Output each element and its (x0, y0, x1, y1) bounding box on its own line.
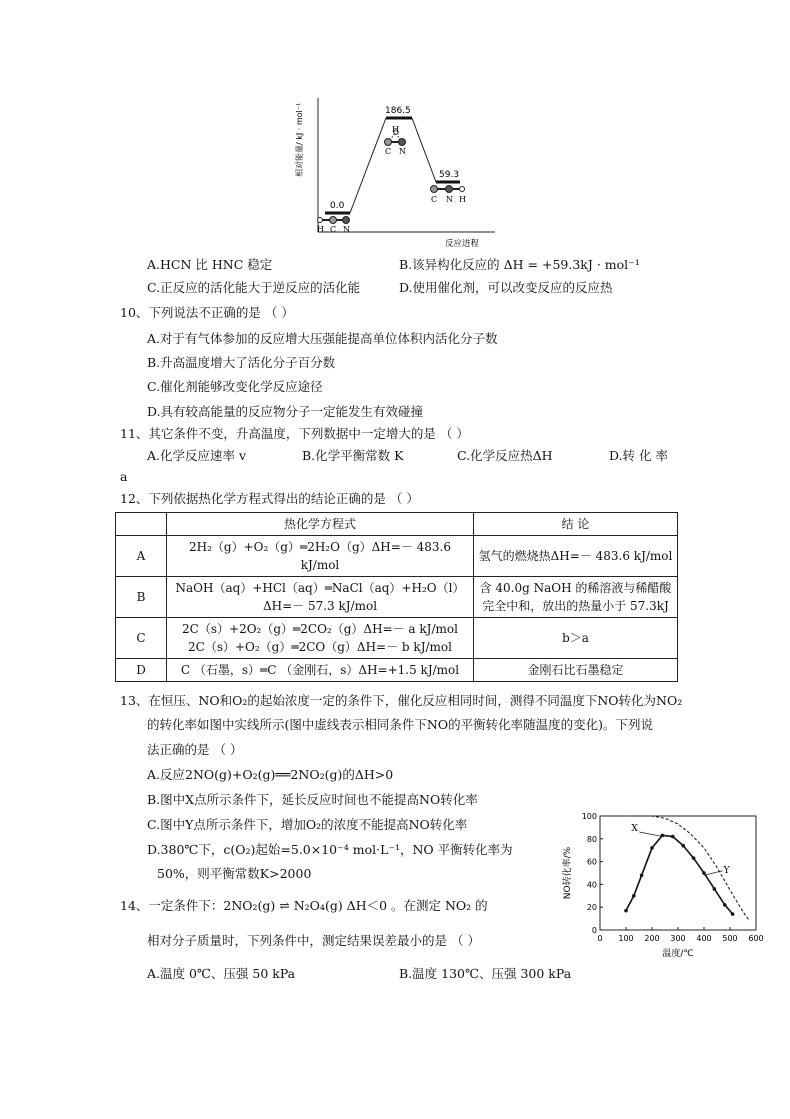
molecule-ts (385, 125, 407, 156)
table-header: 热化学方程式 (167, 513, 474, 536)
row-label: B (116, 577, 167, 618)
row-conclusion: b＞a (474, 618, 678, 659)
q9-option-a: A.HCN 比 HNC 稳定 (147, 257, 273, 272)
q14-line2: 相对分子质量时，下列条件中，测定结果误差最小的是 （ ） (147, 933, 480, 948)
q11-option-c: C.化学反应热ΔH (457, 448, 553, 463)
y-tick-label: 20 (586, 903, 597, 913)
q14-option-b: B.温度 130℃、压强 300 kPa (399, 966, 572, 981)
data-point (713, 887, 717, 891)
row-equation: C （石墨，s）═C （金刚石，s）ΔH=+1.5 kJ/mol (167, 659, 474, 682)
data-point (723, 903, 727, 907)
q10-option-a: A.对于有气体参加的反应增大压强能提高单位体积内活化分子数 (147, 331, 498, 346)
level-value-1: 186.5 (385, 106, 411, 116)
molecule-hnc (431, 186, 467, 205)
x-tick-label: 0 (597, 934, 603, 943)
table-row (116, 536, 678, 577)
energy-ylabel: 相对能量/ kJ · mol⁻¹ (295, 102, 304, 177)
annotation-y: Y (723, 866, 730, 876)
no-conversion-chart (560, 808, 770, 960)
data-point (640, 873, 644, 877)
row-equation-line: 2C（s）+O₂（g）═2CO（g）ΔH=－ b kJ/mol (188, 640, 452, 654)
atom-label: H (459, 195, 466, 204)
row-conclusion: 氢气的燃烧热ΔH=－ 483.6 kJ/mol (474, 536, 678, 577)
row-conclusion-line: 含 40.0g NaOH 的稀溶液与稀醋酸 (479, 581, 672, 595)
row-label: C (116, 618, 167, 659)
q13-line3: 法正确的是 （ ） (147, 742, 243, 757)
q13-option-b: B.图中X点所示条件下，延长反应时间也不能提高NO转化率 (147, 792, 478, 807)
row-conclusion (474, 577, 678, 618)
energy-xlabel: 反应进程 (445, 239, 480, 249)
q9-option-b: B.该异构化反应的 ΔH = +59.3kJ · mol⁻¹ (399, 257, 640, 272)
row-label: A (116, 536, 167, 577)
y-tick-label: 0 (591, 926, 597, 935)
x-tick-label: 300 (670, 934, 686, 943)
level-value-2: 59.3 (439, 170, 460, 180)
y-tick-label: 80 (586, 834, 597, 844)
annotation-x-leader (639, 832, 662, 837)
q12-stem: 12、下列依据热化学方程式得出的结论正确的是 （ ） (120, 491, 419, 506)
x-tick-label: 400 (696, 934, 712, 943)
data-point (702, 871, 706, 875)
data-point (650, 846, 654, 850)
table-header-row (116, 513, 678, 536)
q10-stem: 10、下列说法不正确的是 （ ） (120, 305, 294, 320)
row-equation (167, 577, 474, 618)
row-equation: 2H₂（g）+O₂（g）═2H₂O（g）ΔH=－ 483.6 kJ/mol (167, 536, 474, 577)
q11-option-d-wrap: a (120, 469, 128, 484)
q14-option-a: A.温度 0℃、压强 50 kPa (147, 966, 296, 981)
atom-label: N (399, 147, 406, 156)
q11-option-d: D.转 化 率 (609, 448, 668, 463)
row-equation (167, 618, 474, 659)
y-tick-label: 60 (586, 857, 597, 867)
data-point (731, 912, 735, 916)
data-point (624, 909, 628, 913)
atom-label: C (385, 147, 392, 156)
q10-option-c: C.催化剂能够改变化学反应途径 (147, 379, 323, 394)
q11-option-b: B.化学平衡常数 K (302, 448, 404, 463)
q12-table (115, 512, 678, 682)
atom-label: N (446, 195, 453, 204)
row-equation-line: 2C（s）+2O₂（g）═2CO₂（g）ΔH=－ a kJ/mol (182, 622, 458, 636)
x-tick-label: 100 (618, 934, 634, 943)
row-conclusion: 金刚石比石墨稳定 (474, 659, 678, 682)
q13-line2: 的转化率如图中实线所示(图中虚线表示相同条件下NO的平衡转化率随温度的变化)。下列说 (147, 717, 653, 732)
atom-label: H (392, 125, 399, 134)
data-point (692, 856, 696, 860)
row-conclusion-line: 完全中和，放出的热量小于 57.3kJ (482, 599, 669, 613)
data-point (671, 835, 675, 839)
q10-option-b: B.升高温度增大了活化分子百分数 (147, 355, 336, 370)
q9-option-d: D.使用催化剂，可以改变反应的反应热 (399, 280, 613, 295)
table-header (116, 513, 167, 536)
q11-option-a: A.化学反应速率 v (147, 448, 247, 463)
q10-option-d: D.具有较高能量的反应物分子一定能发生有效碰撞 (147, 404, 424, 419)
x-axis-label: 温度/℃ (662, 949, 694, 959)
energy-diagram (290, 92, 500, 254)
atom-label: C (330, 225, 337, 234)
row-label: D (116, 659, 167, 682)
y-tick-label: 100 (581, 812, 597, 821)
table-header: 结 论 (474, 513, 678, 536)
data-point (681, 844, 685, 848)
row-equation-line: NaOH（aq）+HCl（aq）═NaCl（aq）+H₂O（l） (175, 581, 465, 595)
table-row (116, 659, 678, 682)
q9-option-c: C.正反应的活化能大于逆反应的活化能 (147, 280, 361, 295)
row-equation-line: ΔH=－ 57.3 kJ/mol (262, 599, 378, 613)
molecule-hcn (317, 217, 350, 235)
atom-label: C (431, 195, 438, 204)
atom-label: H (317, 225, 324, 234)
x-tick-label: 600 (748, 934, 764, 943)
atom-label: N (343, 225, 350, 234)
q14-line1: 14、一定条件下：2NO₂(g) ⇌ N₂O₄(g) ΔH＜0 。在测定 NO₂ 的 (120, 898, 488, 913)
q13-line1: 13、在恒压、NO和O₂的起始浓度一定的条件下，催化反应相同时间，测得不同温度下NO转化为NO₂ (120, 693, 683, 708)
q13-option-d1: D.380℃下，c(O₂)起始=5.0×10⁻⁴ mol·L⁻¹，NO 平衡转化率为 (147, 842, 513, 857)
y-axis-label: NO转化率/% (563, 846, 573, 900)
level-value-0: 0.0 (330, 201, 345, 211)
q13-option-d2: 50%，则平衡常数K>2000 (157, 866, 312, 881)
table-row (116, 577, 678, 618)
q11-stem: 11、其它条件不变，升高温度，下列数据中一定增大的是 （ ） (120, 426, 469, 441)
q13-option-a: A.反应2NO(g)+O₂(g)══2NO₂(g)的ΔH>0 (147, 767, 394, 782)
x-tick-label: 200 (644, 934, 660, 943)
q13-option-c: C.图中Y点所示条件下，增加O₂的浓度不能提高NO转化率 (147, 817, 468, 832)
table-row (116, 618, 678, 659)
y-tick-label: 40 (586, 880, 597, 890)
data-point (632, 894, 636, 898)
annotation-y-leader (704, 871, 723, 876)
annotation-x: X (631, 823, 638, 834)
x-tick-label: 500 (722, 934, 738, 943)
